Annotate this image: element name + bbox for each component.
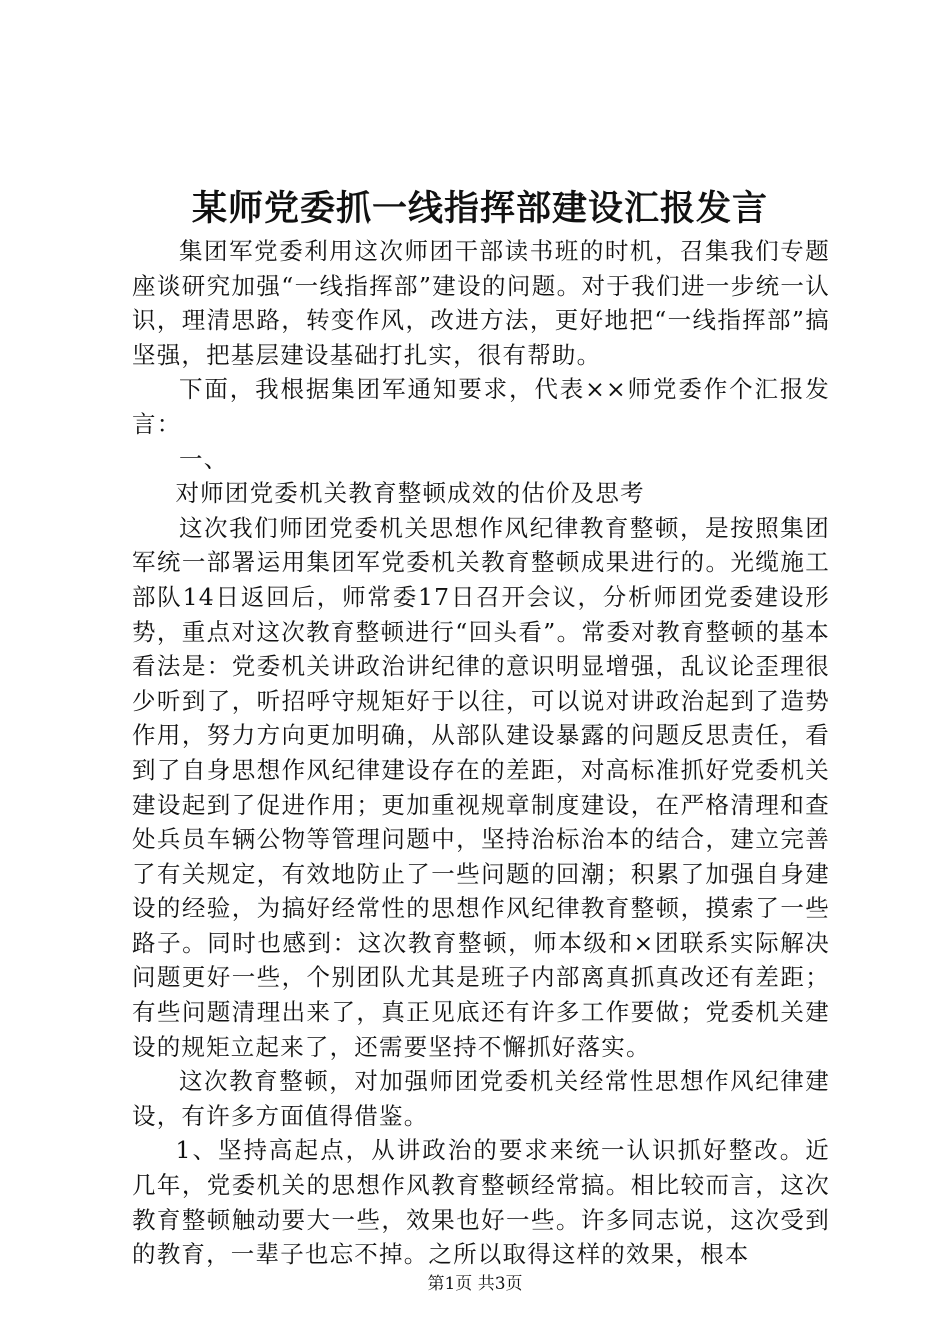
section-heading: 对师团党委机关教育整顿成效的估价及思考	[175, 479, 645, 508]
document-title: 某师党委抓一线指挥部建设汇报发言	[191, 188, 768, 229]
section-number: 一、	[179, 444, 229, 473]
document-body	[132, 234, 830, 1272]
paragraph-report-opening: 下面，我根据集团军通知要求，代表××师党委作个汇报发言：	[132, 375, 830, 438]
paragraph-point-1: 1、坚持高起点，从讲政治的要求来统一认识抓好整改。近几年，党委机关的思想作风教育整顿经常搞。相比较而言，这次教育整顿触动要大一些，效果也好一些。许多同志说，这次受到的教育，一辈子也忘不掉。之所以取得这样的效果，根本	[132, 1136, 830, 1269]
paragraph-lessons: 这次教育整顿，对加强师团党委机关经常性思想作风纪律建设，有许多方面值得借鉴。	[132, 1067, 830, 1130]
page-footer: 第1页 共3页	[427, 1274, 523, 1294]
paragraph-assessment: 这次我们师团党委机关思想作风纪律教育整顿，是按照集团军统一部署运用集团军党委机关教育整顿成果进行的。光缆施工部队14日返回后，师常委17日召开会议，分析师团党委建设形势，重点对这次教育整顿进行“回头看”。常委对教育整顿的基本看法是：党委机关讲政治讲纪律的意识明显增强，乱议论歪理很少听到了，听招呼守规矩好于以往，可以说对讲政治起到了造势作用，努力方向更加明确，从部队建设暴露的问题反思责任，看到了自身思想作风纪律建设存在的差距，对高标准抓好党委机关建设起到了促进作用；更加重视规章制度建设，在严格清理和查处兵员车辆公物等管理问题中，坚持治标治本的结合，建立完善了有关规定，有效地防止了一些问题的回潮；积累了加强自身建设的经验，为搞好经常性的思想作风纪律教育整顿，摸索了一些路子。同时也感到：这次教育整顿，师本级和×团联系实际解决问题更好一些，个别团队尤其是班子内部离真抓真改还有差距；有些问题清理出来了，真正见底还有许多工作要做；党委机关建设的规矩立起来了，还需要坚持不懈抓好落实。	[132, 513, 830, 1061]
paragraph-intro: 集团军党委利用这次师团干部读书班的时机，召集我们专题座谈研究加强“一线指挥部”建设的问题。对于我们进一步统一认识，理清思路，转变作风，改进方法，更好地把“一线指挥部”搞坚强，把基层建设基础打扎实，很有帮助。	[132, 237, 830, 369]
